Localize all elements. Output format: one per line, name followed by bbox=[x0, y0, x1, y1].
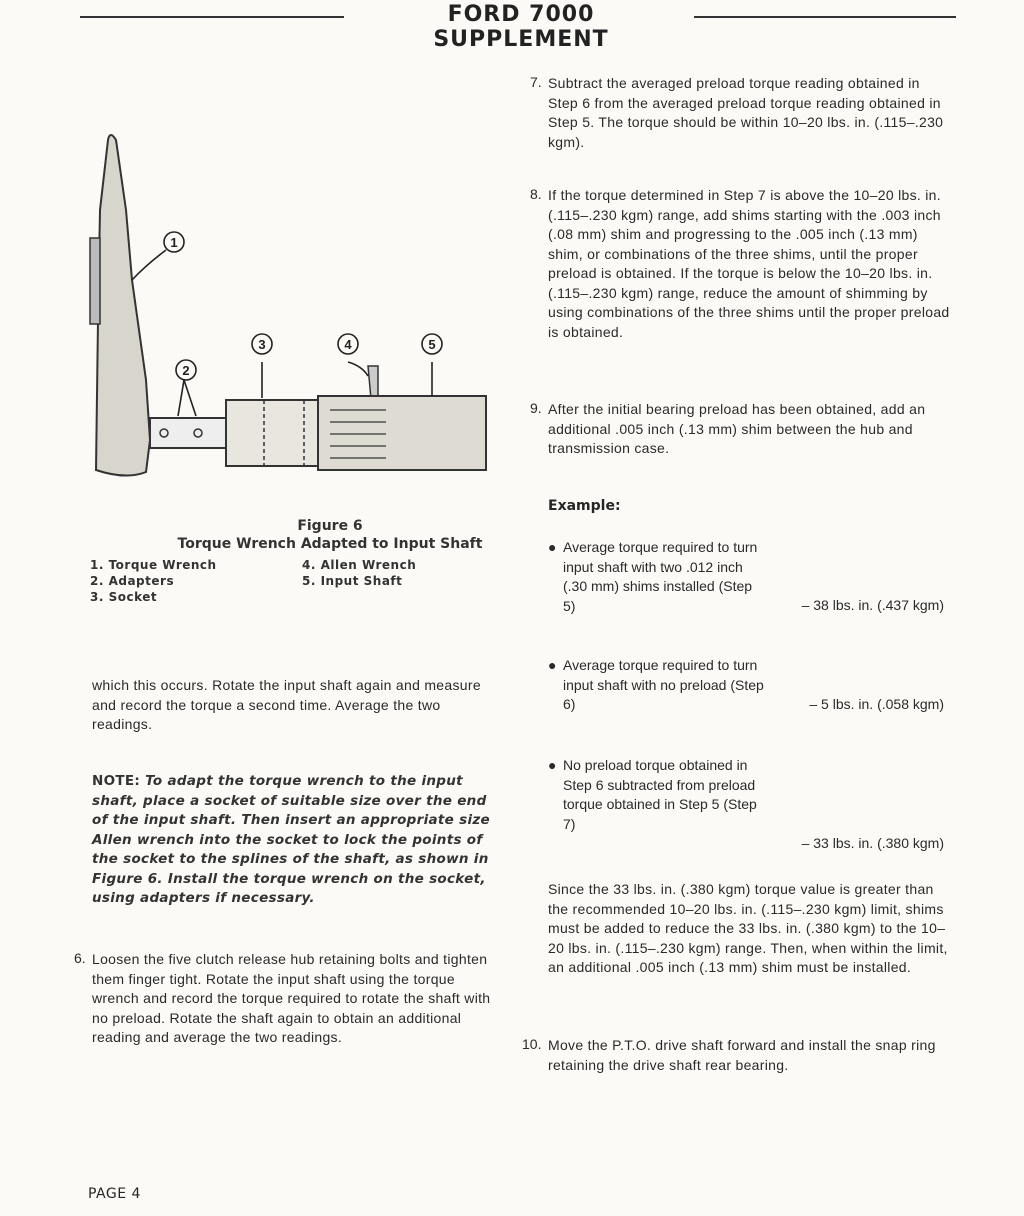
bullet-value: – 38 lbs. in. (.437 kgm) bbox=[801, 597, 944, 613]
example-bullet bbox=[548, 656, 948, 718]
step-7-text: Subtract the averaged preload torque reading obtained in Step 6 from the averaged preload torque reading obtained in Step 5. The torque should be within 10–20 lbs. in. (.115–.230 kgm). bbox=[548, 75, 944, 150]
note-paragraph bbox=[92, 772, 496, 909]
figure-legend bbox=[90, 558, 530, 610]
torque-wrench-shape bbox=[96, 135, 150, 476]
callout-4: 4 bbox=[344, 337, 352, 352]
figure-6-illustration bbox=[86, 80, 506, 490]
legend-item: 4. Allen Wrench bbox=[302, 558, 417, 572]
since-paragraph: Since the 33 lbs. in. (.380 kgm) torque value is greater than the recommended 10–20 lbs. in. (.115–.230 kgm) limit, shims must be added to reduce the 33 lbs. in. (.380 kgm) to the 10–20 lbs. in. (.115–.230 kgm) range. Then, when within the limit, an additional .005 inch (.13 mm) shim must be installed. bbox=[548, 881, 948, 975]
page-title: FORD 7000 SUPPLEMENT bbox=[433, 2, 609, 52]
legend-item: 5. Input Shaft bbox=[302, 574, 403, 588]
page-header bbox=[80, 2, 956, 52]
legend-item: 3. Socket bbox=[90, 590, 158, 604]
header-rule-right bbox=[694, 16, 956, 18]
callout-5: 5 bbox=[428, 337, 436, 352]
step-10-text: Move the P.T.O. drive shaft forward and install the snap ring retaining the drive shaft rear bearing. bbox=[548, 1037, 936, 1073]
step-9-text: After the initial bearing preload has been obtained, add an additional .005 inch (.13 mm) shim between the hub and transmission case. bbox=[548, 401, 926, 456]
example-bullet bbox=[548, 538, 948, 620]
header-rule-left bbox=[80, 16, 344, 18]
bullet-text: Average torque required to turn input shaft with no preload (Step 6) bbox=[563, 657, 764, 712]
bullet-value: – 5 lbs. in. (.058 kgm) bbox=[809, 696, 944, 712]
figure-caption-subtitle: Torque Wrench Adapted to Input Shaft bbox=[177, 536, 483, 552]
example-heading: Example: bbox=[548, 498, 621, 514]
input-shaft-shape bbox=[318, 396, 486, 470]
example-bullet bbox=[548, 756, 948, 856]
figure-caption-title: Figure 6 bbox=[297, 518, 363, 534]
bullet-dot-icon: ● bbox=[548, 757, 557, 773]
wrench-scale bbox=[90, 238, 100, 324]
callout-2: 2 bbox=[182, 363, 190, 378]
bullet-text: Average torque required to turn input shaft with two .012 inch (.30 mm) shims installed (Step 5) bbox=[563, 539, 758, 614]
adapter-shape bbox=[150, 418, 228, 448]
step-7-number: 7. bbox=[530, 74, 542, 90]
legend-item: 2. Adapters bbox=[90, 574, 175, 588]
step-6-text: Loosen the five clutch release hub retaining bolts and tighten them finger tight. Rotate the input shaft using the torque wrench and record the torque required to rotate the shaft with no preload. Rotate the shaft again to obtain an additional reading and average the two readings. bbox=[92, 951, 491, 1045]
bullet-value: – 33 lbs. in. (.380 kgm) bbox=[801, 835, 944, 851]
note-text: To adapt the torque wrench to the input shaft, place a socket of suitable size over the end of the input shaft. Then insert an appropriate size Allen wrench into the socket to lock the points of the socket to the splines of the shaft, as shown in Figure 6. Install the torque wrench on the socket, using adapters if necessary. bbox=[92, 773, 491, 906]
step-8-number: 8. bbox=[530, 186, 542, 202]
continuation-paragraph: which this occurs. Rotate the input shaft again and measure and record the torque a second time. Average the two readings. bbox=[92, 677, 481, 732]
callout-1: 1 bbox=[170, 235, 178, 250]
step-8-text: If the torque determined in Step 7 is above the 10–20 lbs. in. (.115–.230 kgm) range, add shims starting with the .003 inch (.08 mm) shim and progressing to the .005 inch (.13 mm) shim, or combinations of the three shims, until the proper preload is obtained. If the torque is below the 10–20 lbs. in. (.115–.230 kgm) range, reduce the amount of shimming by using combinations of the three shims until the proper preload is obtained. bbox=[548, 187, 950, 340]
step-6-number: 6. bbox=[74, 950, 86, 966]
legend-item: 1. Torque Wrench bbox=[90, 558, 217, 572]
figure-caption bbox=[90, 518, 530, 610]
step-9-number: 9. bbox=[530, 400, 542, 416]
page-number: PAGE 4 bbox=[88, 1186, 141, 1202]
step-10-number: 10. bbox=[522, 1036, 542, 1052]
callout-3: 3 bbox=[258, 337, 266, 352]
bullet-dot-icon: ● bbox=[548, 539, 557, 555]
bullet-text: No preload torque obtained in Step 6 subtracted from preload torque obtained in Step 5 (Step 7) bbox=[563, 757, 757, 832]
bullet-dot-icon: ● bbox=[548, 657, 557, 673]
note-label: NOTE: bbox=[92, 773, 141, 789]
